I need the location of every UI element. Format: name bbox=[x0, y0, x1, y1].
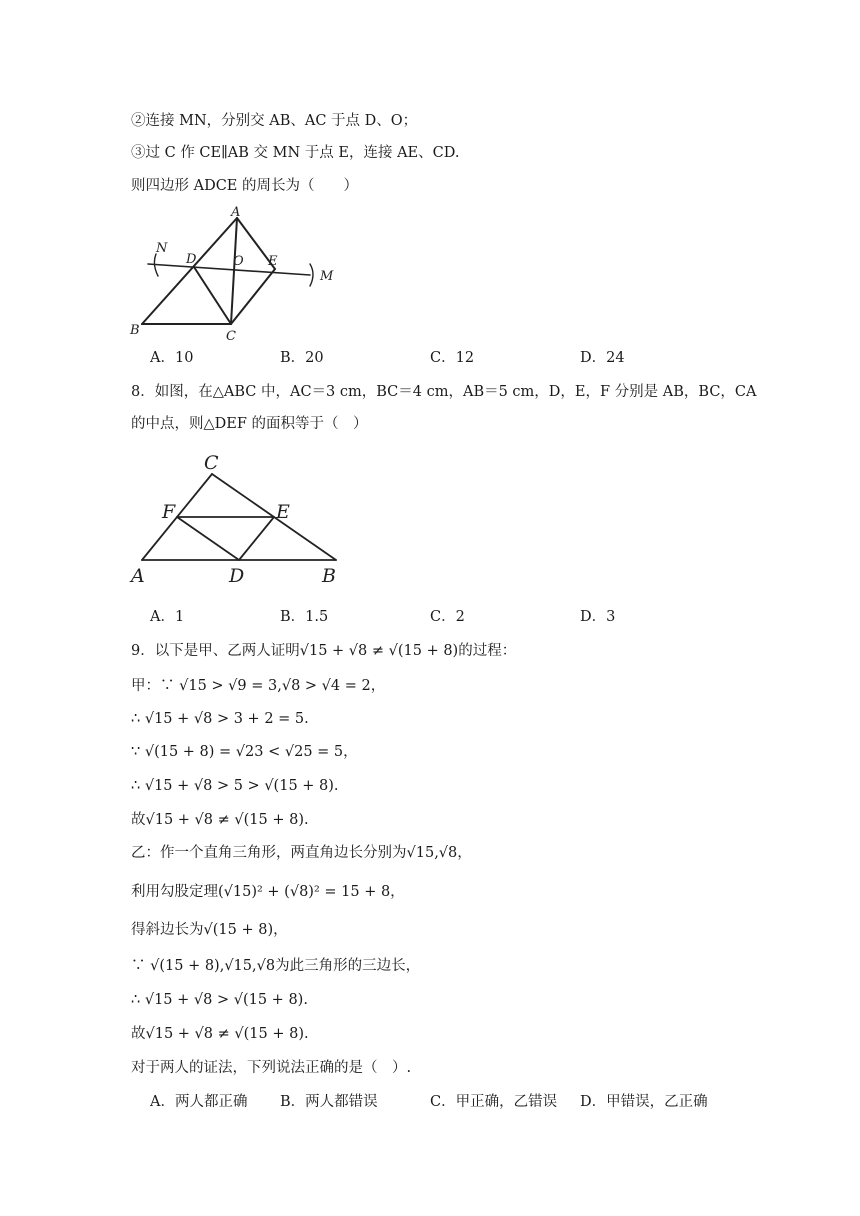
segment-ed bbox=[239, 517, 274, 560]
q9-jia-line: 甲：∵ √15 > √9 = 3,√8 > √4 = 2， bbox=[131, 678, 386, 694]
q9-question: 对于两人的证法，下列说法正确的是（ ）. bbox=[131, 1060, 412, 1076]
segment-ac bbox=[231, 218, 237, 324]
q8-line1: 8．如图，在△ABC 中，AC＝3 cm，BC＝4 cm，AB＝5 cm，D，E，F 分别是 AB，BC，CA bbox=[131, 384, 757, 400]
label-b: B bbox=[130, 323, 140, 338]
q8-line2: 的中点，则△DEF 的面积等于（ ） bbox=[131, 416, 368, 432]
label-d: D bbox=[186, 252, 197, 267]
q9-jia-line: ∵ √(15 + 8) = √23 < √25 = 5， bbox=[131, 744, 358, 760]
q7-option-c[interactable]: C．12 bbox=[430, 350, 475, 366]
label-b: B bbox=[322, 565, 336, 587]
label-e: E bbox=[268, 254, 278, 269]
label-f: F bbox=[162, 501, 176, 523]
q9-option-c[interactable]: C．甲正确，乙错误 bbox=[430, 1094, 558, 1110]
label-n: N bbox=[156, 241, 168, 256]
segment-ce bbox=[231, 269, 275, 324]
label-d: D bbox=[229, 565, 245, 587]
label-a: A bbox=[231, 205, 241, 220]
q9-jia-line: 故√15 + √8 ≠ √(15 + 8). bbox=[131, 812, 309, 828]
q9-option-d[interactable]: D．甲错误，乙正确 bbox=[580, 1094, 708, 1110]
q9-yi-line: ∴ √15 + √8 > √(15 + 8). bbox=[131, 992, 308, 1008]
q8-option-c[interactable]: C．2 bbox=[430, 609, 465, 625]
q9-option-b[interactable]: B．两人都错误 bbox=[280, 1094, 378, 1110]
segment-cd bbox=[194, 267, 231, 324]
q9-option-a[interactable]: A．两人都正确 bbox=[150, 1094, 248, 1110]
line-mn bbox=[148, 264, 310, 275]
q9-jia-line: ∴ √15 + √8 > 5 > √(15 + 8). bbox=[131, 778, 339, 794]
label-o: O bbox=[233, 254, 244, 269]
q7-figure bbox=[128, 202, 343, 344]
q9-yi-line: 故√15 + √8 ≠ √(15 + 8). bbox=[131, 1026, 309, 1042]
label-c: C bbox=[226, 329, 236, 344]
q9-yi-line: ∵ √(15 + 8),√15,√8为此三角形的三边长， bbox=[131, 958, 421, 974]
label-c: C bbox=[204, 452, 219, 474]
q7-option-b[interactable]: B．20 bbox=[280, 350, 324, 366]
q9-jia-line: ∴ √15 + √8 > 3 + 2 = 5. bbox=[131, 711, 309, 727]
q7-question: 则四边形 ADCE 的周长为（ ） bbox=[131, 178, 358, 194]
q7-option-d[interactable]: D．24 bbox=[580, 350, 625, 366]
q8-figure bbox=[128, 448, 348, 588]
q8-option-a[interactable]: A．1 bbox=[150, 609, 185, 625]
q9-yi-line: 得斜边长为√(15 + 8)， bbox=[131, 922, 288, 938]
label-m: M bbox=[320, 269, 334, 284]
q8-option-d[interactable]: D．3 bbox=[580, 609, 616, 625]
q9-yi-line: 乙：作一个直角三角形，两直角边长分别为√15,√8， bbox=[131, 845, 472, 861]
segment-fd bbox=[177, 517, 239, 560]
label-e: E bbox=[276, 501, 290, 523]
q9-intro: 9．以下是甲、乙两人证明√15 + √8 ≠ √(15 + 8)的过程： bbox=[131, 643, 517, 659]
q7-step2: ②连接 MN，分别交 AB、AC 于点 D、O； bbox=[131, 113, 418, 129]
q8-option-b[interactable]: B．1.5 bbox=[280, 609, 329, 625]
label-a: A bbox=[131, 565, 145, 587]
q7-option-a[interactable]: A．10 bbox=[150, 350, 194, 366]
q7-step3: ③过 C 作 CE∥AB 交 MN 于点 E，连接 AE、CD. bbox=[131, 145, 460, 161]
q9-yi-line: 利用勾股定理(√15)² + (√8)² = 15 + 8， bbox=[131, 884, 405, 900]
